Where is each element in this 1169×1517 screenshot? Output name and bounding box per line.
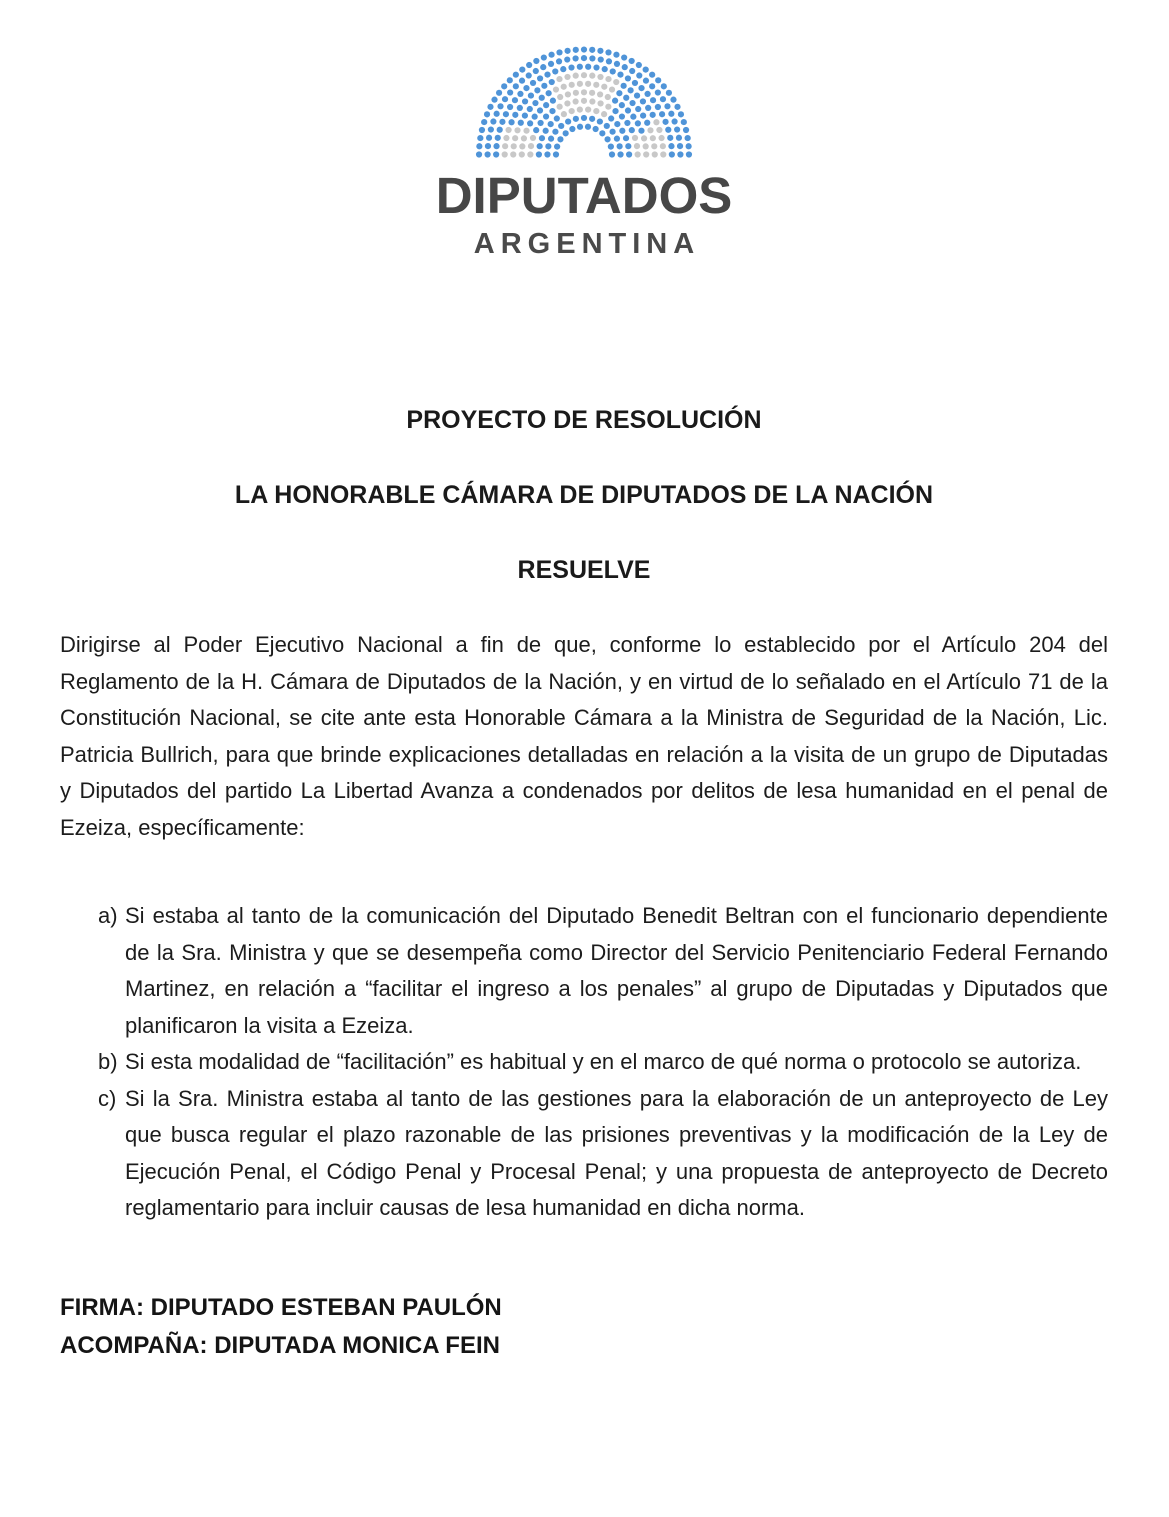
list-item-b xyxy=(98,1044,1108,1081)
signature-block xyxy=(60,1289,1108,1365)
list-marker: a) xyxy=(98,903,118,928)
signature-firma: FIRMA: DIPUTADO ESTEBAN PAULÓN xyxy=(60,1293,502,1321)
intro-paragraph: Dirigirse al Poder Ejecutivo Nacional a fin de que, conforme lo establecido por el Artículo 204 del Reglamento de la H. Cámara de Diputados de la Nación, y en virtud de lo señalado en el Artículo 71 de la Constitución Nacional, se cite ante esta Honorable Cámara a la Ministra de Seguridad de la Nación, Lic. Patricia Bullrich, para que brinde explicaciones detalladas en relación a la visita de un grupo de Diputadas y Diputados del partido La Libertad Avanza a condenados por delitos de lesa humanidad en el penal de Ezeiza, específicamente: xyxy=(60,632,1108,840)
doc-heading-proyecto: PROYECTO DE RESOLUCIÓN xyxy=(406,406,762,434)
list-marker: c) xyxy=(98,1085,117,1111)
diputados-logo xyxy=(60,45,1108,259)
list-item-a xyxy=(98,898,1108,1044)
document-body xyxy=(60,405,1108,1365)
list-item-c xyxy=(98,1081,1108,1227)
list-marker: b) xyxy=(98,1049,118,1074)
list-item-text: Si esta modalidad de “facilitación” es habitual y en el marco de qué norma o protocolo se autoriza. xyxy=(125,1049,1082,1074)
item-list xyxy=(60,898,1108,1227)
list-item-text: Si la Sra. Ministra estaba al tanto de las gestiones para la elaboración de un anteproyecto de Ley que busca regular el plazo razonable de las prisiones preventivas y la modificación de la Ley de Ejecución Penal, el Código Penal y Procesal Penal; y una propuesta de anteproyecto de Decreto reglamentario para incluir causas de lesa humanidad en dicha norma. xyxy=(125,1085,1108,1220)
doc-heading-resuelve: RESUELVE xyxy=(517,556,651,584)
list-item-text: Si estaba al tanto de la comunicación del Diputado Benedit Beltran con el funcionario dependiente de la Sra. Ministra y que se desempeña como Director del Servicio Penitenciario Federal Fernando Martinez, en relación a “facilitar el ingreso a los penales” al grupo de Diputadas y Diputados que planificaron la visita a Ezeiza. xyxy=(125,903,1108,1038)
hemicycle-dots-icon xyxy=(472,45,696,158)
signature-acompana: ACOMPAÑA: DIPUTADA MONICA FEIN xyxy=(60,1331,500,1359)
doc-heading-camara: LA HONORABLE CÁMARA DE DIPUTADOS DE LA NACIÓN xyxy=(234,481,934,509)
logo-title: DIPUTADOS xyxy=(435,167,733,224)
logo-subtitle: ARGENTINA xyxy=(473,228,701,260)
